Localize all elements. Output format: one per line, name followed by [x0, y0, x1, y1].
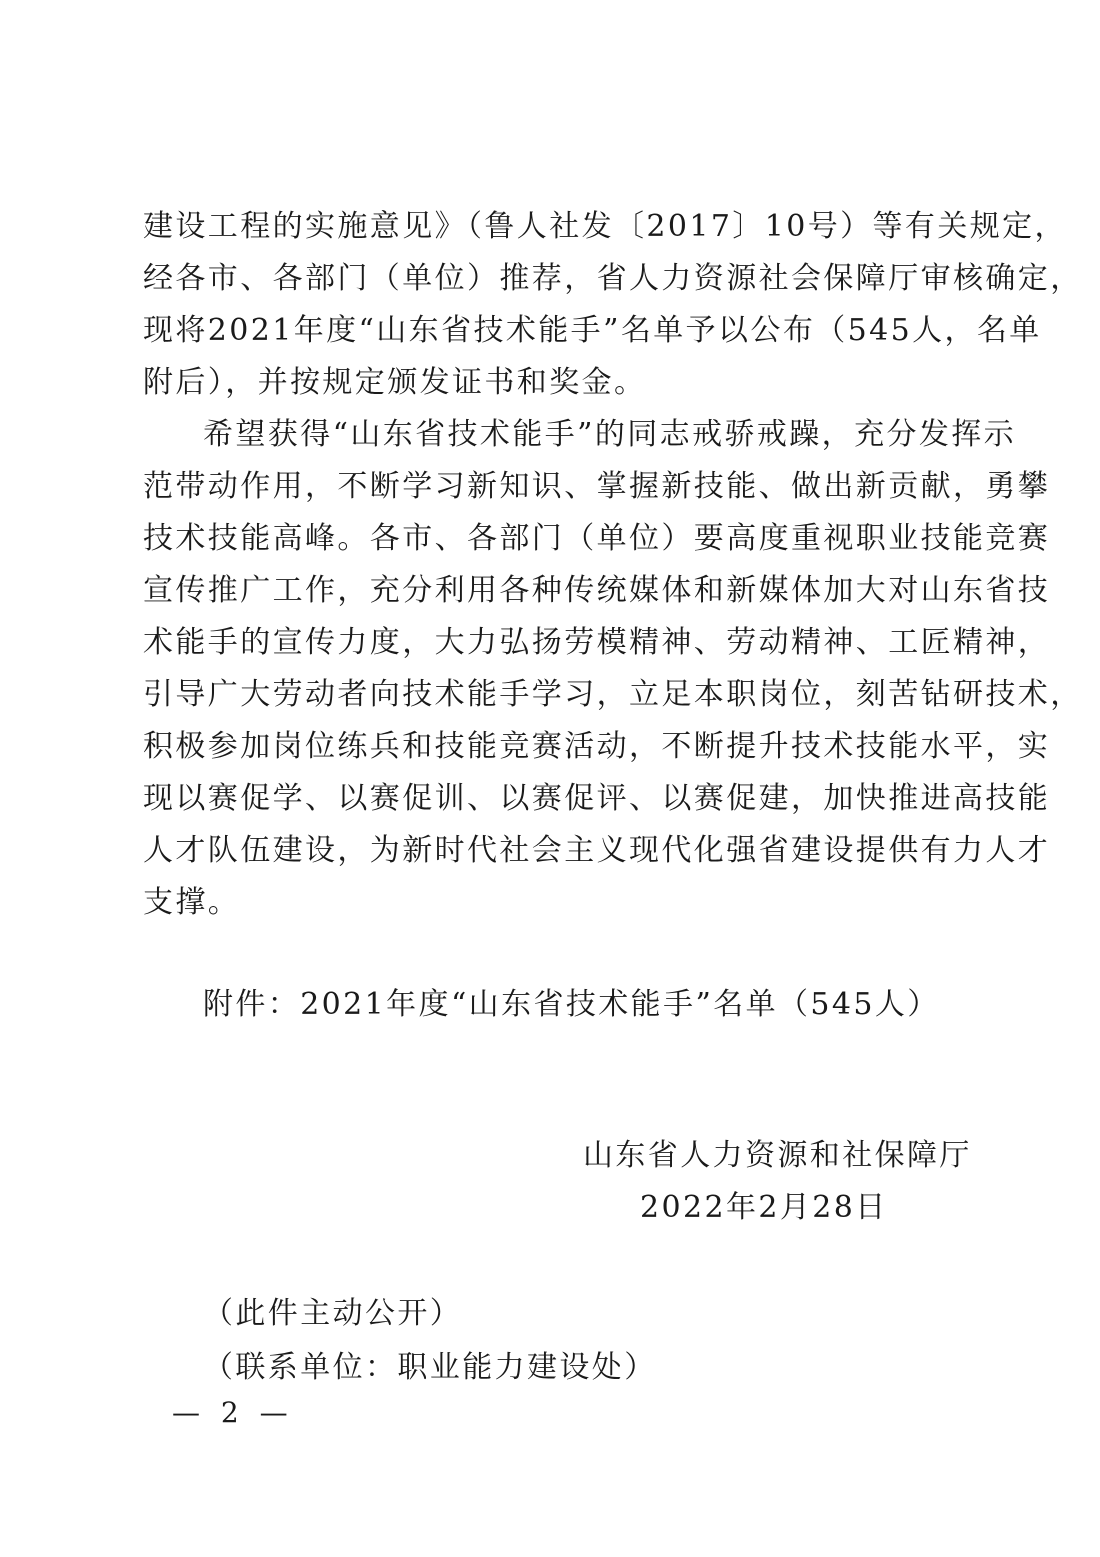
signature-date: 2022年2月28日 [640, 1190, 888, 1225]
paragraph-2-line-4: 宣传推广工作，充分利用各种传统媒体和新媒体加大对山东省技 [143, 573, 1051, 608]
signature-organization: 山东省人力资源和社保障厅 [583, 1138, 972, 1173]
paragraph-1-line-4: 附后），并按规定颁发证书和奖金。 [143, 365, 647, 400]
paragraph-2-line-9: 人才队伍建设，为新时代社会主义现代化强省建设提供有力人才 [143, 833, 1051, 868]
paragraph-1-line-2: 经各市、各部门（单位）推荐，省人力资源社会保障厅审核确定， [143, 261, 1083, 296]
paragraph-2-line-3: 技术技能高峰。各市、各部门（单位）要高度重视职业技能竞赛 [143, 521, 1051, 556]
paragraph-2-line-10: 支撑。 [143, 885, 241, 920]
paragraph-2-line-7: 积极参加岗位练兵和技能竞赛活动，不断提升技术技能水平，实 [143, 729, 1051, 764]
paragraph-1-line-3: 现将2021年度“山东省技术能手”名单予以公布（545人，名单 [143, 313, 1042, 348]
paragraph-2-line-5: 术能手的宣传力度，大力弘扬劳模精神、劳动精神、工匠精神， [143, 625, 1051, 660]
paragraph-1-line-1: 建设工程的实施意见》（鲁人社发〔2017〕10号）等有关规定， [143, 209, 1067, 244]
attachment-line: 附件：2021年度“山东省技术能手”名单（545人） [203, 987, 940, 1022]
page-number: — 2 — [172, 1396, 294, 1429]
paragraph-2-line-6: 引导广大劳动者向技术能手学习，立足本职岗位，刻苦钻研技术， [143, 677, 1083, 712]
contact-note: （联系单位：职业能力建设处） [203, 1350, 657, 1385]
paragraph-2-line-8: 现以赛促学、以赛促训、以赛促评、以赛促建，加快推进高技能 [143, 781, 1051, 816]
public-notice-note: （此件主动公开） [203, 1296, 463, 1331]
paragraph-2-line-1: 希望获得“山东省技术能手”的同志戒骄戒躁，充分发挥示 [203, 417, 1017, 452]
paragraph-2-line-2: 范带动作用，不断学习新知识、掌握新技能、做出新贡献，勇攀 [143, 469, 1051, 504]
